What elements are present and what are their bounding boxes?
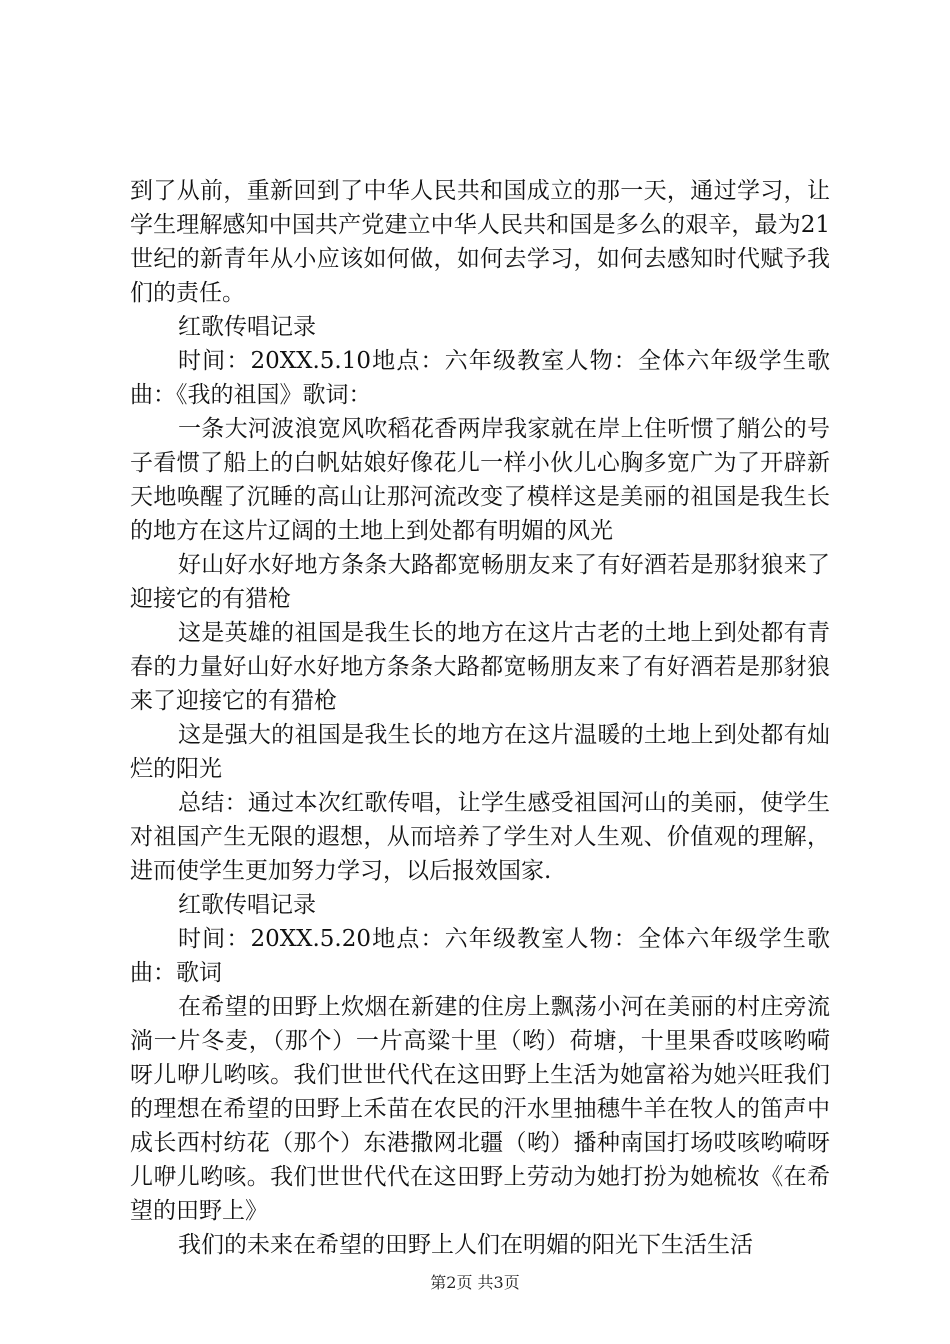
record-info: 时间：20XX.5.20地点：六年级教室人物：全体六年级学生歌曲：歌词 bbox=[130, 926, 830, 986]
lyrics-paragraph: 在希望的田野上炊烟在新建的住房上飘荡小河在美丽的村庄旁流淌一片冬麦，（那个）一片高粱十里（哟）荷塘，十里果香哎咳哟嗬呀儿咿儿哟咳。我们世世代代在这田野上生活为她富裕为她兴旺我们的理想在希望的田野上禾苗在农民的汗水里抽穗牛羊在牧人的笛声中成长西村纺花（那个）东港撒网北疆（哟）播种南国打场哎咳哟嗬呀儿咿儿哟咳。我们世世代代在这田野上劳动为她打扮为她梳妆《在希望的田野上》 bbox=[130, 994, 830, 1224]
page-number: 第2页 共3页 bbox=[430, 1273, 520, 1292]
record-info: 时间：20XX.5.10地点：六年级教室人物：全体六年级学生歌曲：《我的祖国》歌词： bbox=[130, 348, 830, 408]
lyrics-paragraph: 一条大河波浪宽风吹稻花香两岸我家就在岸上住听惯了艄公的号子看惯了船上的白帆姑娘好像花儿一样小伙儿心胸多宽广为了开辟新天地唤醒了沉睡的高山让那河流改变了模样这是美丽的祖国是我生长的地方在这片辽阔的土地上到处都有明媚的风光 bbox=[130, 416, 830, 544]
document-body bbox=[130, 174, 830, 1262]
lyrics-paragraph: 这是强大的祖国是我生长的地方在这片温暖的土地上到处都有灿烂的阳光 bbox=[130, 722, 830, 782]
paragraph: 到了从前，重新回到了中华人民共和国成立的那一天，通过学习，让学生理解感知中国共产党建立中华人民共和国是多么的艰辛，最为21世纪的新青年从小应该如何做，如何去学习，如何去感知时代赋予我们的责任。 bbox=[130, 178, 830, 306]
lyrics-paragraph: 好山好水好地方条条大路都宽畅朋友来了有好酒若是那豺狼来了迎接它的有猎枪 bbox=[130, 552, 830, 612]
lyrics-paragraph: 这是英雄的祖国是我生长的地方在这片古老的土地上到处都有青春的力量好山好水好地方条条大路都宽畅朋友来了有好酒若是那豺狼来了迎接它的有猎枪 bbox=[130, 620, 830, 714]
summary-paragraph: 总结：通过本次红歌传唱，让学生感受祖国河山的美丽，使学生对祖国产生无限的遐想，从而培养了学生对人生观、价值观的理解，进而使学生更加努力学习，以后报效国家. bbox=[130, 790, 830, 884]
section-heading: 红歌传唱记录 bbox=[178, 892, 316, 918]
section-heading: 红歌传唱记录 bbox=[178, 314, 316, 340]
lyrics-paragraph: 我们的未来在希望的田野上人们在明媚的阳光下生活生活 bbox=[178, 1232, 753, 1258]
